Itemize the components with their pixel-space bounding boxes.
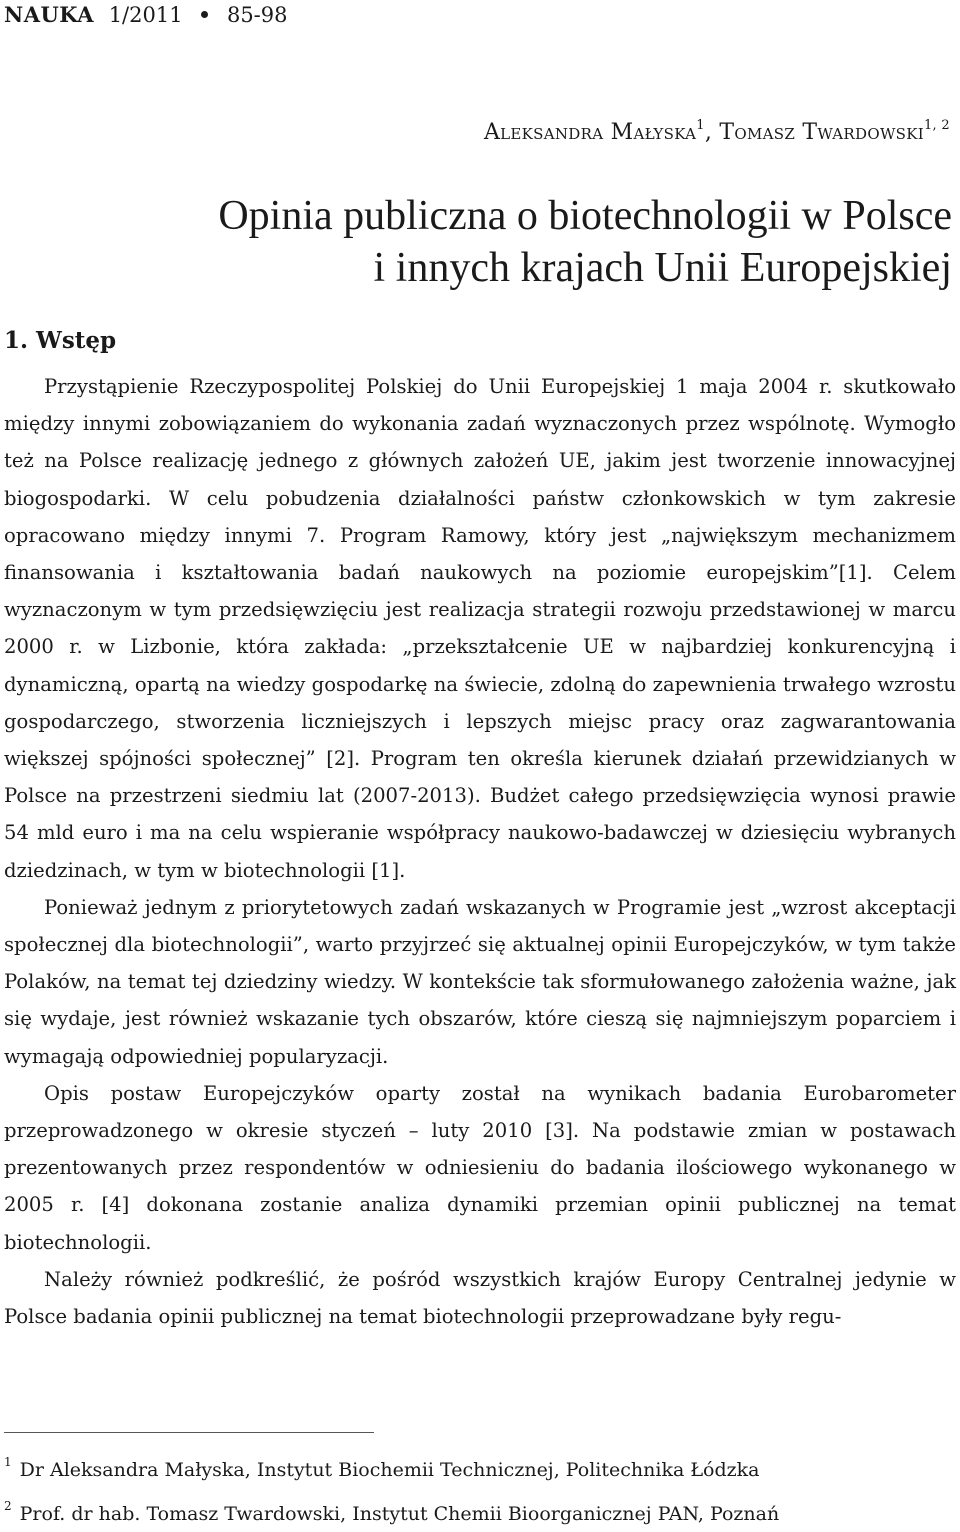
footnotes <box>4 1444 956 1532</box>
paragraph-2: Ponieważ jednym z priorytetowych zadań wskazanych w Programie jest „wzrost akceptacji społecznej dla biotechnologii”, warto przyjrzeć się aktualnej opinii Europejczyków, w tym także Polaków, na temat tej dziedziny wiedzy. W kontekście tak sformułowanego założenia ważne, jak się wydaje, jest również wskazanie tych obszarów, które cieszą się najmniejszym poparciem i wymagają odpowiedniej popularyzacji. <box>4 895 956 1068</box>
article-title <box>218 190 952 294</box>
footnote-2 <box>4 1488 956 1532</box>
footnote-1-text: Dr Aleksandra Małyska, Instytut Biochemii Technicznej, Politechnika Łódzka <box>19 1459 760 1481</box>
title-line-1: Opinia publiczna o biotechnologii w Polsce <box>218 193 952 239</box>
paragraph-4: Należy również podkreślić, że pośród wszystkich krajów Europy Centralnej jedynie w Polsce badania opinii publicznej na temat biotechnologii przeprowadzane były regu- <box>4 1267 956 1329</box>
journal-name: NAUKA <box>4 2 94 27</box>
author-line <box>484 118 950 145</box>
author-1-affiliation-mark: 1 <box>696 118 705 133</box>
author-2-name: Tomasz Twardowski <box>719 120 924 145</box>
author-2-affiliation-mark: 1, 2 <box>923 118 950 133</box>
footnote-1-number: 1 <box>4 1455 12 1469</box>
author-separator: , <box>704 120 720 145</box>
author-1-name: Aleksandra Małyska <box>483 120 697 145</box>
footnote-1 <box>4 1444 956 1488</box>
article-body <box>4 368 956 1335</box>
paragraph-3: Opis postaw Europejczyków oparty został na wynikach badania Eurobarometer przeprowadzonego w okresie styczeń – luty 2010 [3]. Na podstawie zmian w postawach prezentowanych przez respondentów w odniesieniu do badania ilościowego wykonanego w 2005 r. [4] dokonana zostanie analiza dynamiki przemian opinii publicznej na temat biotechnologii. <box>4 1081 956 1254</box>
title-line-2: i innych krajach Unii Europejskiej <box>373 245 952 291</box>
running-header <box>4 2 288 27</box>
footnote-2-text: Prof. dr hab. Tomasz Twardowski, Instytut Chemii Bioorganicznej PAN, Poznań <box>19 1503 780 1525</box>
page-range: 85-98 <box>226 3 288 27</box>
footnote-divider <box>4 1432 374 1433</box>
paragraph-1: Przystąpienie Rzeczypospolitej Polskiej do Unii Europejskiej 1 maja 2004 r. skutkowało między innymi zobowiązaniem do wykonania zadań wyznaczonych przez wspólnotę. Wymogło też na Polsce realizację jednego z głównych założeń UE, jakim jest tworzenie innowacyjnej biogospodarki. W celu pobudzenia działalności państw członkowskich w tym zakresie opracowano między innymi 7. Program Ramowy, który jest „największym mechanizmem finansowania i kształtowania badań naukowych na poziomie europejskim”[1]. Celem wyznaczonym w tym przedsięwzięciu jest realizacja strategii rozwoju przedstawionej w marcu 2000 r. w Lizbonie, która zakłada: „przekształcenie UE w najbardziej konkurencyjną i dynamiczną, opartą na wiedzy gospodarkę na świecie, zdolną do zapewnienia trwałego wzrostu gospodarczego, stworzenia liczniejszych i lepszych miejsc pracy oraz zagwarantowania większej spójności społecznej” [2]. Program ten określa kierunek działań przewidzianych w Polsce na przestrzeni siedmiu lat (2007-2013). Budżet całego przedsięwzięcia wynosi prawie 54 mld euro i ma na celu wspieranie współpracy naukowo-badawczej w dziesięciu wybranych dziedzinach, w tym w biotechnologii [1]. <box>4 375 956 882</box>
footnote-2-number: 2 <box>4 1499 12 1513</box>
section-heading: 1. Wstęp <box>4 327 117 354</box>
journal-issue: 1/2011 <box>108 3 183 27</box>
bullet-separator <box>201 11 208 18</box>
